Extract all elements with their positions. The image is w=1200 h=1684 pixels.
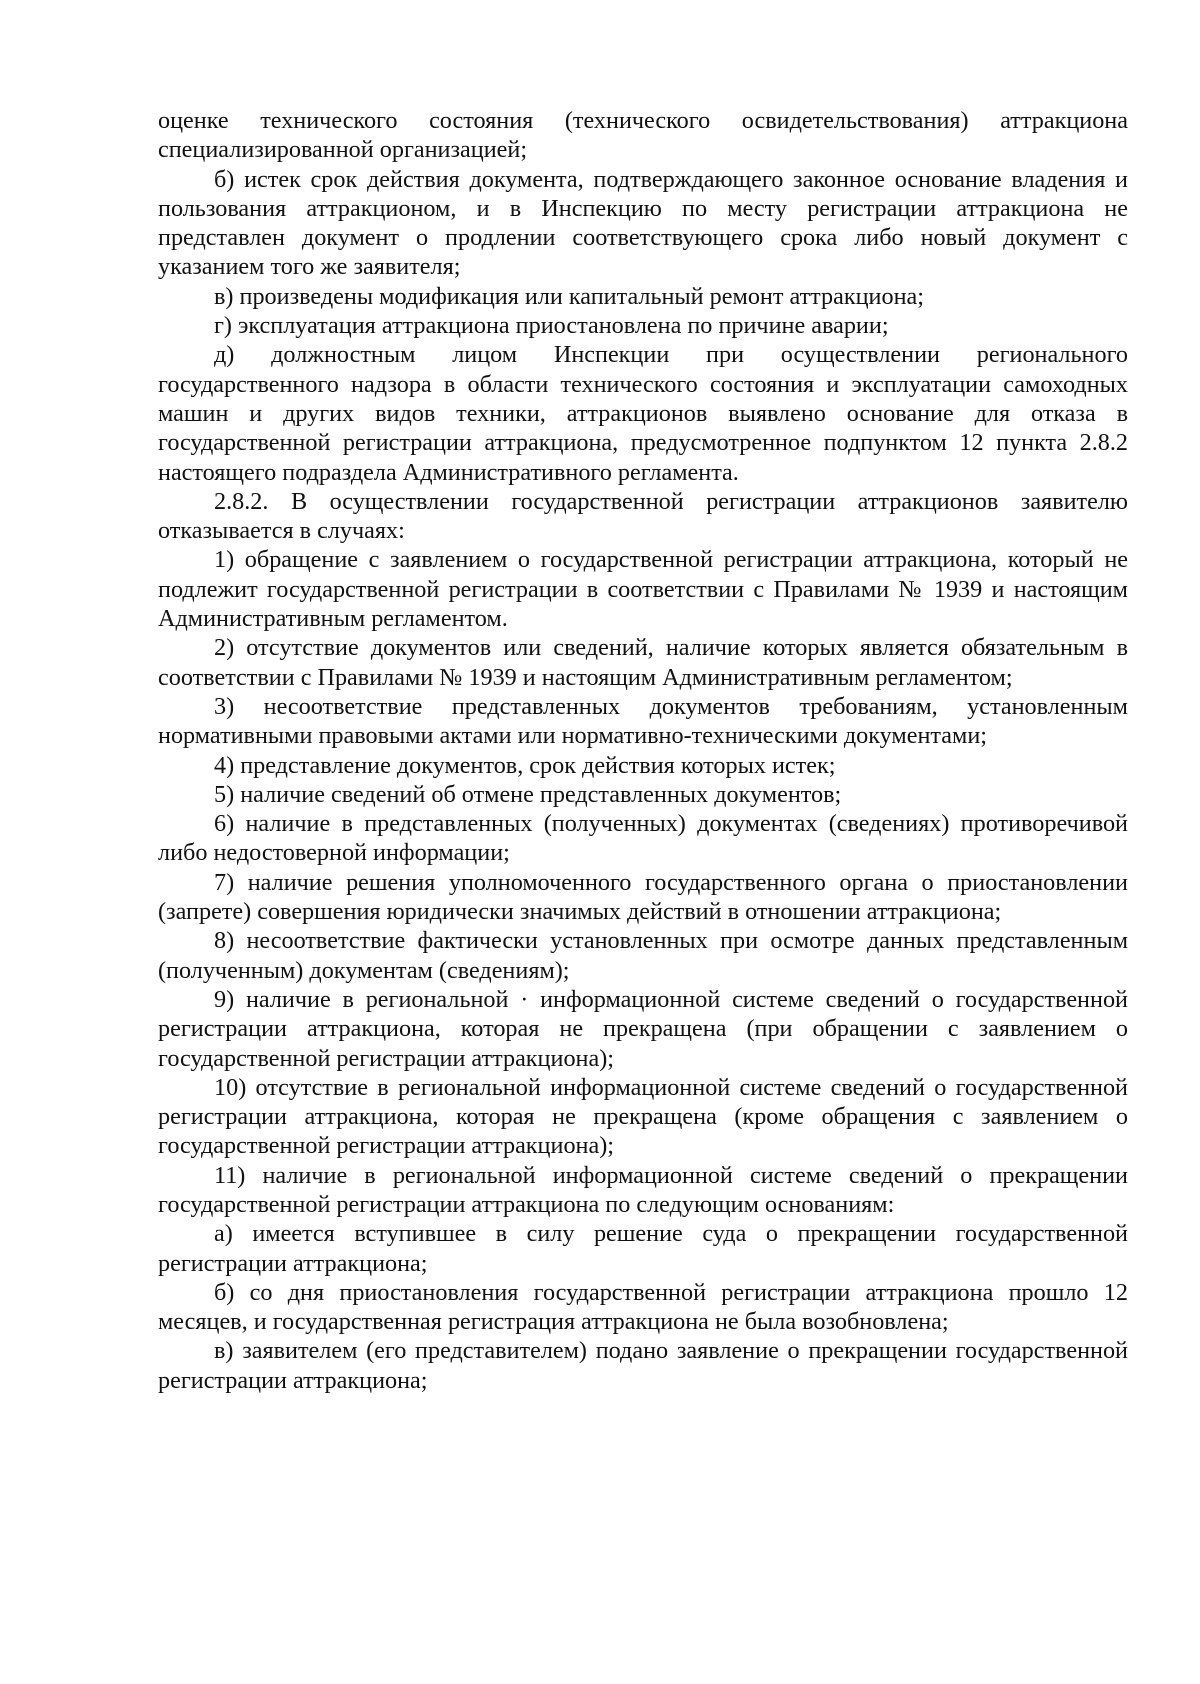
- paragraph-subitem-v: в) заявителем (его представителем) подано заявление о прекращении государственной регистрации аттракциона;: [158, 1337, 1128, 1394]
- paragraph-item-g: г) эксплуатация аттракциона приостановлена по причине аварии;: [214, 312, 889, 340]
- paragraph-item-v: в) произведены модификация или капитальный ремонт аттракциона;: [214, 282, 924, 310]
- paragraph-item-2: 2) отсутствие документов или сведений, наличие которых является обязательным в соответствии с Правилами № 1939 и настоящим Административным регламентом;: [158, 634, 1128, 691]
- paragraph-section-2-8-2: 2.8.2. В осуществлении государственной регистрации аттракционов заявителю отказывается в случаях:: [158, 487, 1128, 545]
- paragraph-item-1: 1) обращение с заявлением о государственной регистрации аттракциона, который не подлежит государственной регистрации в соответствии с Правилами № 1939 и настоящим Административным регламентом.: [158, 546, 1128, 633]
- paragraph-item-7: 7) наличие решения уполномоченного государственного органа о приостановлении (запрете) совершения юридически значимых действий в отношении аттракциона;: [158, 868, 1128, 926]
- paragraph-item-3: 3) несоответствие представленных документов требованиям, установленным нормативными правовыми актами или нормативно-техническими документами;: [158, 692, 1128, 750]
- paragraph-subitem-b: б) со дня приостановления государственной регистрации аттракциона прошло 12 месяцев, и государственная регистрация аттракциона не была возобновлена;: [158, 1278, 1128, 1336]
- paragraph-item-4: 4) представление документов, срок действия которых истек;: [214, 751, 836, 779]
- paragraph-item-11: 11) наличие в региональной информационной системе сведений о прекращении государственной регистрации аттракциона по следующим основаниям:: [158, 1161, 1128, 1218]
- paragraph-item-d: д) должностным лицом Инспекции при осуществлении регионального государственного надзора в области технического состояния и эксплуатации самоходных машин и других видов техники, аттракционов выявлено основание для отказа в государственной регистрации аттракциона, предусмотренное подпунктом 12 пункта 2.8.2 настоящего подраздела Административного регламента.: [158, 341, 1128, 486]
- paragraph-item-6: 6) наличие в представленных (полученных) документах (сведениях) противоречивой либо недостоверной информации;: [158, 810, 1128, 867]
- paragraph-subitem-a: а) имеется вступившее в силу решение суда о прекращении государственной регистрации аттракциона;: [158, 1220, 1128, 1277]
- document-page: [158, 106, 1128, 1395]
- paragraph-item-5: 5) наличие сведений об отмене представленных документов;: [214, 780, 842, 808]
- paragraph-item-8: 8) несоответствие фактически установленных при осмотре данных представленным (полученным) документам (сведениям);: [158, 927, 1128, 984]
- paragraph-item-10: 10) отсутствие в региональной информационной системе сведений о государственной регистрации аттракциона, которая не прекращена (кроме обращения с заявлением о государственной регистрации аттракциона);: [158, 1073, 1128, 1160]
- paragraph-continuation: оценке технического состояния (технического освидетельствования) аттракциона специализированной организацией;: [158, 107, 1128, 164]
- paragraph-item-b: б) истек срок действия документа, подтверждающего законное основание владения и пользования аттракционом, и в Инспекцию по месту регистрации аттракциона не представлен документ о продлении соответствующего срока либо новый документ с указанием того же заявителя;: [158, 165, 1128, 281]
- paragraph-item-9: 9) наличие в региональной · информационной системе сведений о государственной регистрации аттракциона, которая не прекращена (при обращении с заявлением о государственной регистрации аттракциона);: [158, 985, 1128, 1072]
